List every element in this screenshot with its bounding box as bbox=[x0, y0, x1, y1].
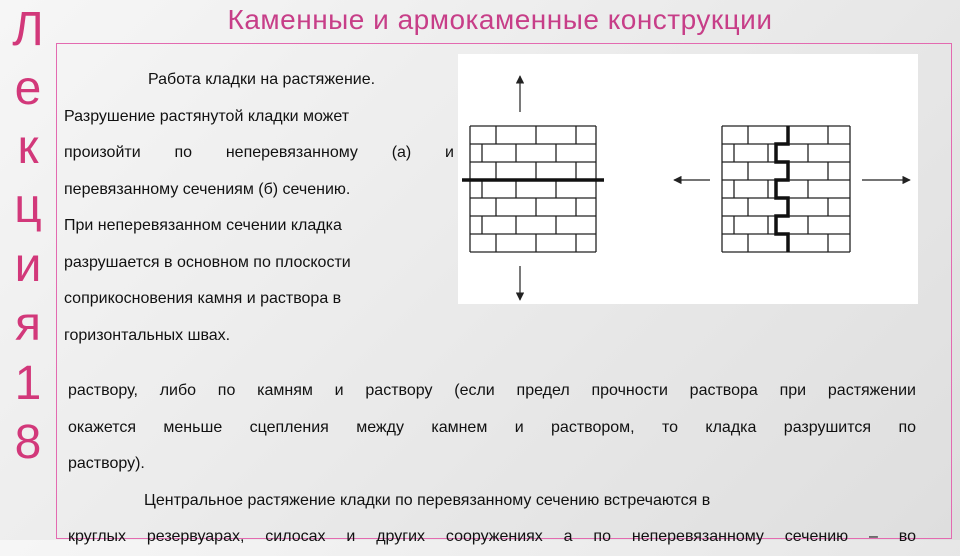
side-letter: 1 bbox=[14, 357, 42, 410]
masonry-tension-figure bbox=[458, 54, 918, 304]
text-line: перевязанному сечениям (б) сечению. bbox=[64, 180, 351, 198]
slide-title: Каменные и армокаменные конструкции bbox=[227, 4, 773, 35]
side-letter: и bbox=[14, 239, 42, 292]
side-letter: ц bbox=[14, 180, 42, 233]
side-letter: я bbox=[15, 298, 41, 351]
text-line: произойти по неперевязанному (а) и bbox=[64, 144, 454, 161]
side-letter: е bbox=[14, 62, 42, 115]
text-line: круглых резервуарах, силосах и других сооружениях а по неперевязанному сечению – во bbox=[68, 528, 916, 545]
text-line: Центральное растяжение кладки по перевязанному сечению встречаются в bbox=[144, 491, 711, 509]
text-line: окажется меньше сцепления между камнем и раствором, то кладка разрушится по bbox=[68, 418, 916, 436]
text-line: соприкосновения камня и раствора в bbox=[64, 290, 342, 307]
text-line: Разрушение растянутой кладки может bbox=[64, 107, 350, 125]
side-letter: Л bbox=[12, 3, 44, 56]
failure-line-stepped bbox=[776, 126, 788, 252]
figure-caption: Работа кладки на растяжение. bbox=[148, 71, 376, 88]
masonry-diagram bbox=[458, 54, 918, 304]
side-letter: к bbox=[17, 121, 39, 174]
text-line: горизонтальных швах. bbox=[64, 326, 231, 344]
text-line: раствору, либо по камням и раствору (если предел прочности раствора при растяжении bbox=[68, 382, 916, 399]
text-line: раствору). bbox=[68, 455, 145, 472]
vertical-lecture-label bbox=[6, 0, 50, 472]
text-line: При неперевязанном сечении кладка bbox=[64, 217, 342, 234]
upper-text-block bbox=[64, 62, 454, 354]
lower-text-block bbox=[68, 373, 916, 556]
text-line: разрушается в основном по плоскости bbox=[64, 253, 351, 271]
side-letter: 8 bbox=[14, 416, 42, 469]
wall-unbound-section bbox=[470, 126, 596, 252]
